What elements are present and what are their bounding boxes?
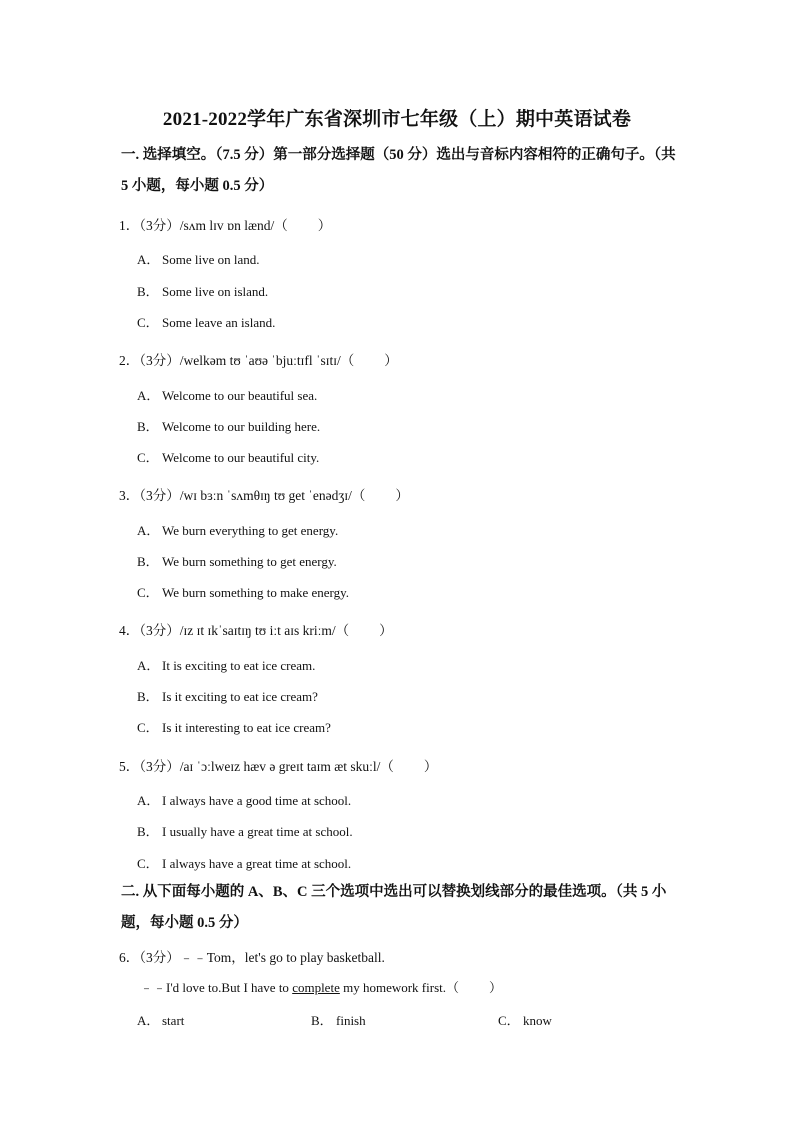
question-6-option-a[interactable]: A． start: [137, 1013, 185, 1028]
question-2-option-a[interactable]: A． Welcome to our beautiful sea.: [137, 388, 318, 403]
question-2-stem: 2．（3分）/welkəm tʊ ˈaʊə ˈbjuːtɪfl ˈsɪtɪ/（ ）: [119, 353, 398, 368]
section-2-line-1: 二. 从下面每小题的 A、B、C 三个选项中选出可以替换划线部分的最佳选项。（共 5 小: [121, 884, 667, 900]
question-6-option-c[interactable]: C． know: [498, 1013, 552, 1028]
question-4-option-a[interactable]: A． It is exciting to eat ice cream.: [137, 658, 316, 673]
question-1-stem: 1．（3分）/sʌm lɪv ɒn lænd/（ ）: [119, 218, 332, 233]
question-2-option-c[interactable]: C． Welcome to our beautiful city.: [137, 450, 320, 465]
page-title: 2021-2022学年广东省深圳市七年级（上）期中英语试卷: [162, 109, 632, 130]
question-3-stem: 3．（3分）/wɪ bɜːn ˈsʌmθɪŋ tʊ get ˈenədʒɪ/（ ）: [119, 488, 409, 503]
question-6-option-b[interactable]: B． finish: [311, 1013, 366, 1028]
question-4-option-b[interactable]: B． Is it exciting to eat ice cream?: [137, 689, 318, 704]
question-6-reply: ﹣﹣I'd love to.But I have to complete my homework first.（ ）: [140, 980, 503, 995]
question-3-option-b[interactable]: B． We burn something to get energy.: [137, 554, 337, 569]
question-5-option-b[interactable]: B． I usually have a great time at school.: [137, 824, 353, 839]
question-5-option-c[interactable]: C． I always have a great time at school.: [137, 856, 352, 871]
question-2-option-b[interactable]: B． Welcome to our building here.: [137, 419, 321, 434]
underlined-word: complete: [292, 980, 340, 995]
question-1-option-c[interactable]: C． Some leave an island.: [137, 315, 276, 330]
question-1-option-b[interactable]: B． Some live on island.: [137, 284, 269, 299]
question-1-option-a[interactable]: A． Some live on land.: [137, 252, 260, 267]
question-4-stem: 4．（3分）/ɪz ɪt ɪkˈsaɪtɪŋ tʊ iːt aɪs kriːm/（ ）: [119, 623, 393, 638]
section-1-line-2: 5 小题，每小题 0.5 分）: [121, 178, 274, 194]
question-5-option-a[interactable]: A． I always have a good time at school.: [137, 793, 352, 808]
section-2-line-2: 题，每小题 0.5 分）: [121, 915, 248, 931]
question-3-option-c[interactable]: C． We burn something to make energy.: [137, 585, 350, 600]
question-5-stem: 5．（3分）/aɪ ˈɔːlweɪz hæv ə greɪt taɪm æt skuːl/（ ）: [119, 759, 438, 774]
section-2-heading: [121, 877, 681, 939]
section-1-line-1: 一. 选择填空。（7.5 分）第一部分选择题（50 分）选出与音标内容相符的正确句子。（共: [121, 147, 676, 163]
section-1-heading: [121, 140, 681, 202]
question-3-option-a[interactable]: A． We burn everything to get energy.: [137, 523, 339, 538]
question-4-option-c[interactable]: C． Is it interesting to eat ice cream?: [137, 720, 331, 735]
question-6-stem: 6．（3分）﹣﹣Tom，let's go to play basketball.: [119, 950, 385, 965]
